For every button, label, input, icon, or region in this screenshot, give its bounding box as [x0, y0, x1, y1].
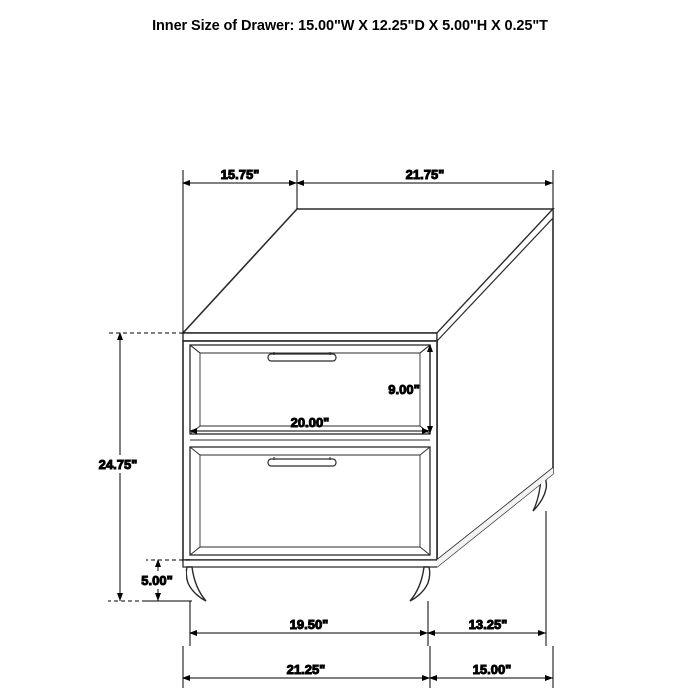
- top-edge-band: [183, 333, 437, 341]
- dim-label-bottom-side: 13.25": [468, 617, 508, 632]
- dim-label-top-left: 15.75": [220, 167, 260, 182]
- leg-front-right: [410, 567, 430, 601]
- dim-label-bottom-front-outer: 21.25": [286, 662, 326, 677]
- dim-label-bottom-front-inner: 19.50": [289, 617, 329, 632]
- dim-label-top-right: 21.75": [405, 167, 445, 182]
- dim-label-overall-height: 24.75": [98, 457, 138, 472]
- dim-label-drawer-height: 9.00": [388, 382, 420, 397]
- leg-front-left: [186, 567, 206, 601]
- nightstand-body: [183, 209, 553, 601]
- page-title: Inner Size of Drawer: 15.00"W X 12.25"D X 5.00"H X 0.25"T: [152, 18, 548, 34]
- dim-label-bottom-depth: 15.00": [472, 662, 512, 677]
- dim-label-drawer-width: 20.00": [290, 415, 330, 430]
- dim-label-leg-height: 5.00": [141, 573, 173, 588]
